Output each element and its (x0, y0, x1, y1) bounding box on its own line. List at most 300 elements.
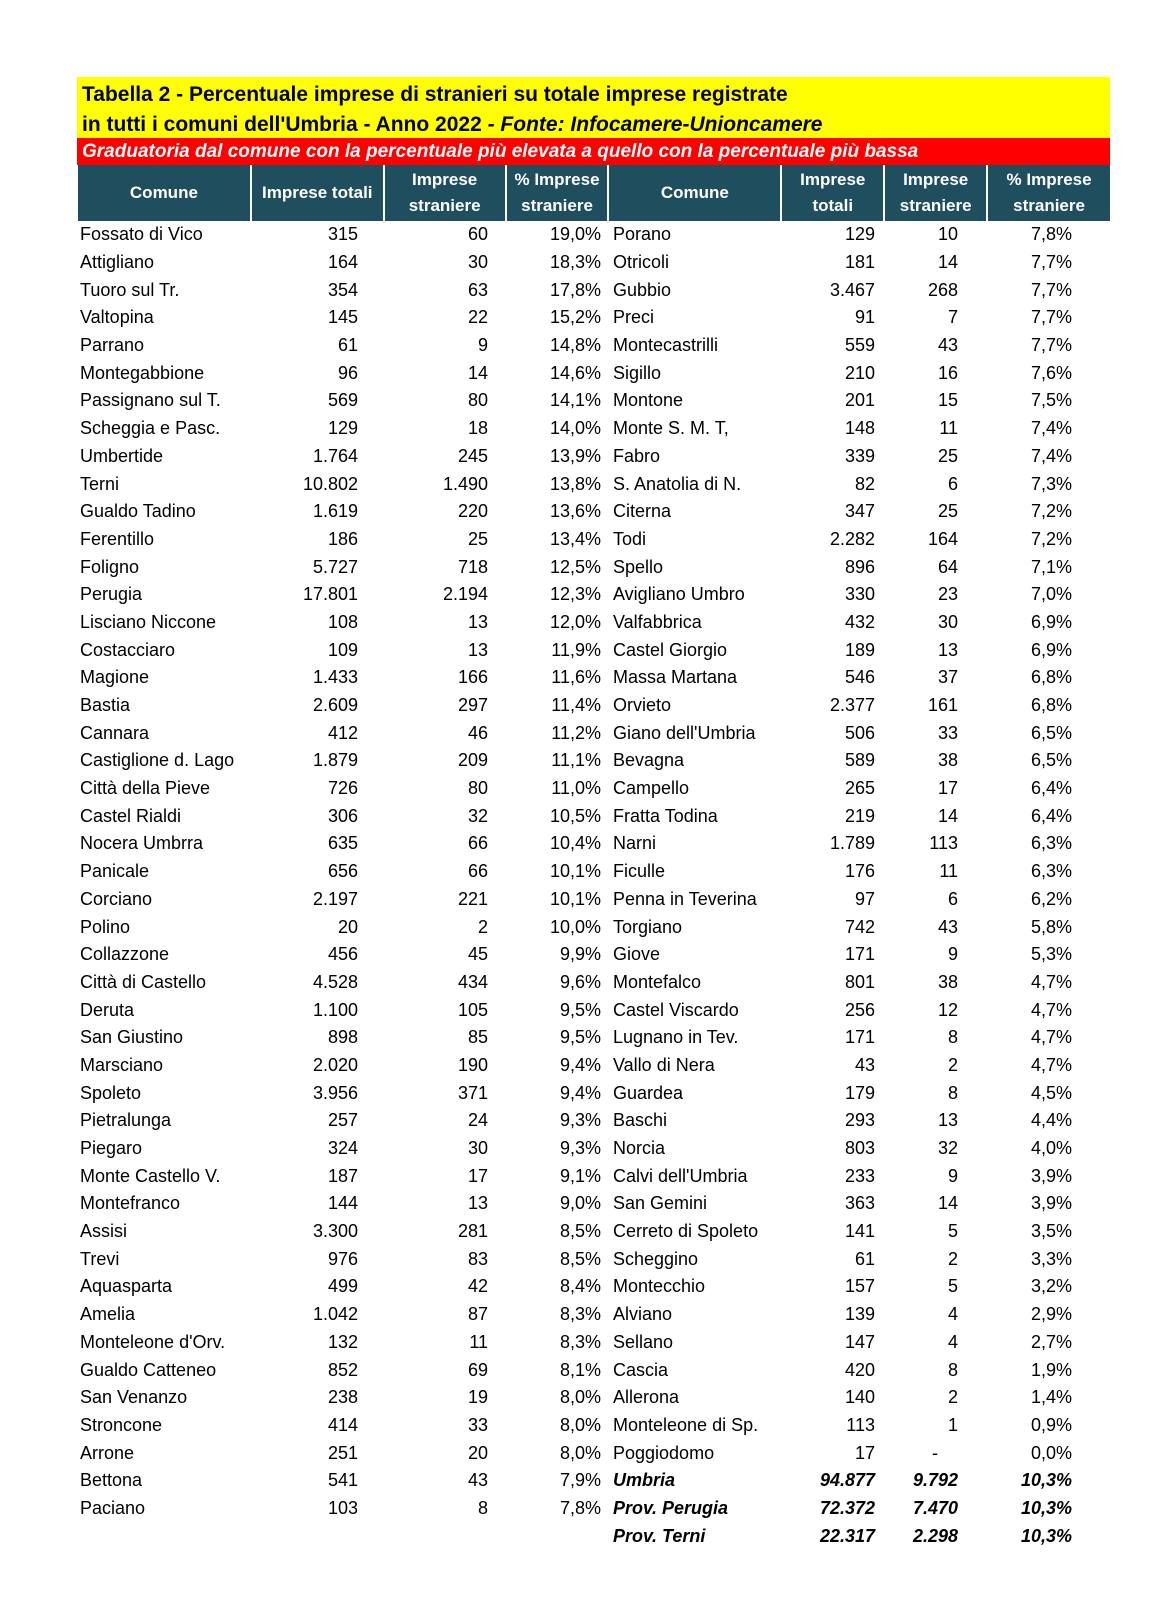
table-title-box (77, 77, 1110, 138)
right-cell-comune: Montone (613, 390, 684, 411)
right-cell-imprese-straniere: 12 (937, 999, 958, 1020)
right-cell-comune: Giove (613, 944, 661, 965)
table-sheet (77, 77, 1110, 1550)
left-cell-percentuale: 11,2% (551, 722, 601, 743)
left-cell-comune: Costacciaro (80, 639, 176, 660)
right-cell-percentuale: 4,4% (1030, 1110, 1072, 1131)
right-cell-imprese-straniere: 8 (947, 1359, 958, 1380)
right-cell-percentuale: 7,4% (1030, 445, 1072, 466)
table-row (77, 1301, 1110, 1329)
right-cell-comune: Preci (613, 307, 655, 328)
table-row (77, 775, 1110, 803)
right-cell-imprese-straniere: 16 (937, 362, 958, 383)
right-cell-imprese-straniere: 11 (939, 418, 958, 439)
left-cell-percentuale: 13,6% (549, 501, 601, 522)
table-body (77, 221, 1110, 1550)
header-imprese-straniere-right (885, 165, 988, 221)
left-cell-percentuale: 10,4% (549, 833, 601, 854)
left-cell-imprese-totali: 976 (327, 1248, 358, 1269)
left-cell-percentuale: 17,8% (549, 279, 601, 300)
header-text: straniere (899, 196, 972, 215)
right-cell-imprese-straniere: 2 (947, 1387, 958, 1408)
left-cell-imprese-straniere: 80 (467, 390, 488, 411)
left-cell-percentuale: 9,4% (559, 1054, 601, 1075)
right-cell-imprese-straniere: 164 (927, 528, 958, 549)
left-cell-imprese-straniere: 33 (467, 1414, 488, 1435)
left-cell-comune: Trevi (80, 1248, 120, 1269)
left-cell-imprese-straniere: 24 (467, 1110, 488, 1131)
table-row (77, 747, 1110, 775)
left-cell-imprese-straniere: 2 (477, 916, 488, 937)
left-cell-percentuale: 8,3% (559, 1331, 601, 1352)
table-row (77, 1329, 1110, 1357)
left-cell-comune: Collazzone (80, 944, 170, 965)
right-cell-imprese-straniere: 37 (937, 667, 958, 688)
left-cell-percentuale: 14,6% (549, 362, 601, 383)
left-cell-imprese-straniere: 105 (457, 999, 488, 1020)
left-cell-comune: Spoleto (80, 1082, 142, 1103)
header-text: Imprese (800, 170, 866, 189)
left-cell-imprese-totali: 61 (337, 335, 358, 356)
right-cell-percentuale: 7,2% (1030, 528, 1072, 549)
table-row (77, 415, 1110, 443)
right-cell-comune: Montecchio (613, 1276, 706, 1297)
right-cell-imprese-totali: 420 (844, 1359, 875, 1380)
left-cell-imprese-totali: 898 (327, 1027, 358, 1048)
table-row (77, 443, 1110, 471)
right-cell-comune: Cerreto di Spoleto (613, 1221, 759, 1242)
table-row (77, 969, 1110, 997)
left-cell-imprese-straniere: 281 (457, 1221, 488, 1242)
left-cell-imprese-totali: 315 (327, 224, 358, 245)
right-cell-percentuale: 7,7% (1030, 307, 1072, 328)
left-cell-imprese-straniere: 13 (467, 639, 488, 660)
left-cell-imprese-straniere: 434 (457, 971, 488, 992)
right-cell-imprese-totali: 82 (854, 473, 875, 494)
right-cell-imprese-totali: 3.467 (829, 279, 875, 300)
table-row (77, 332, 1110, 360)
right-cell-percentuale: 4,0% (1030, 1138, 1072, 1159)
right-cell-imprese-totali: 1.789 (829, 833, 875, 854)
header-imprese-straniere-left (385, 165, 507, 221)
left-cell-imprese-totali: 306 (327, 805, 358, 826)
left-cell-imprese-totali: 541 (327, 1470, 358, 1491)
left-cell-imprese-totali: 145 (327, 307, 358, 328)
right-cell-imprese-straniere: 25 (937, 445, 958, 466)
left-cell-imprese-totali: 354 (327, 279, 358, 300)
right-cell-imprese-totali: 432 (844, 611, 875, 632)
left-cell-comune: Castel Rialdi (80, 805, 182, 826)
table-row (77, 692, 1110, 720)
header-imprese-totali-left: Imprese totali (252, 165, 385, 221)
right-cell-comune: Norcia (613, 1138, 666, 1159)
left-cell-imprese-straniere: 30 (467, 252, 488, 273)
left-cell-percentuale: 7,9% (559, 1470, 601, 1491)
left-cell-imprese-straniere: 20 (467, 1442, 488, 1463)
right-cell-percentuale: 4,7% (1030, 999, 1072, 1020)
right-cell-comune: Cascia (613, 1359, 669, 1380)
left-cell-imprese-straniere: 190 (457, 1054, 488, 1075)
right-cell-comune: Fratta Todina (613, 805, 718, 826)
left-cell-comune: Ferentillo (80, 528, 155, 549)
table-row (77, 1218, 1110, 1246)
left-cell-imprese-straniere: 1.490 (442, 473, 488, 494)
right-cell-imprese-totali: 43 (854, 1054, 875, 1075)
right-cell-imprese-totali: 330 (844, 584, 875, 605)
right-cell-comune: Valfabbrica (613, 611, 702, 632)
right-cell-imprese-straniere: 8 (947, 1027, 958, 1048)
right-cell-comune: Fabro (613, 445, 661, 466)
right-cell-imprese-totali: 2.282 (829, 528, 875, 549)
left-cell-percentuale: 8,0% (559, 1414, 601, 1435)
left-cell-imprese-straniere: 80 (467, 778, 488, 799)
left-cell-comune: Bettona (80, 1470, 143, 1491)
left-cell-imprese-totali: 324 (327, 1138, 358, 1159)
left-cell-comune: Gualdo Catteneo (80, 1359, 217, 1380)
left-cell-comune: Montegabbione (80, 362, 205, 383)
right-cell-comune: San Gemini (613, 1193, 708, 1214)
right-cell-imprese-straniere: 4 (947, 1331, 958, 1352)
right-cell-imprese-totali: 148 (844, 418, 875, 439)
right-cell-imprese-straniere: 17 (937, 778, 958, 799)
right-cell-percentuale: 6,4% (1030, 778, 1072, 799)
right-cell-percentuale: 0,9% (1030, 1414, 1072, 1435)
left-cell-comune: Bastia (80, 695, 131, 716)
right-cell-comune: Orvieto (613, 695, 672, 716)
left-cell-percentuale: 19,0% (549, 224, 601, 245)
left-cell-imprese-totali: 3.300 (312, 1221, 358, 1242)
left-cell-comune: Marsciano (80, 1054, 164, 1075)
table-row (77, 276, 1110, 304)
left-cell-imprese-straniere: 25 (467, 528, 488, 549)
left-cell-comune: Polino (80, 916, 131, 937)
left-cell-percentuale: 8,0% (559, 1387, 601, 1408)
right-cell-percentuale: 7,6% (1030, 362, 1072, 383)
right-cell-percentuale: 2,9% (1030, 1304, 1072, 1325)
table-row (77, 636, 1110, 664)
left-cell-imprese-straniere: 13 (467, 611, 488, 632)
right-cell-imprese-totali: 61 (854, 1248, 875, 1269)
left-cell-imprese-totali: 129 (327, 418, 358, 439)
right-cell-imprese-straniere: 6 (947, 473, 958, 494)
left-cell-imprese-straniere: 66 (467, 861, 488, 882)
total-cell-percentuale: 10,3% (1020, 1525, 1072, 1546)
right-cell-imprese-totali: 179 (844, 1082, 875, 1103)
left-cell-comune: Castiglione d. Lago (80, 750, 235, 771)
right-cell-imprese-straniere: 32 (937, 1138, 958, 1159)
left-cell-imprese-straniere: 22 (467, 307, 488, 328)
left-cell-percentuale: 12,5% (549, 556, 601, 577)
left-cell-imprese-straniere: 46 (467, 722, 488, 743)
left-cell-imprese-totali: 144 (327, 1193, 358, 1214)
left-cell-imprese-totali: 414 (327, 1414, 358, 1435)
right-cell-comune: Monte S. M. T, (613, 418, 729, 439)
right-cell-imprese-totali: 742 (844, 916, 875, 937)
right-cell-percentuale: 2,7% (1030, 1331, 1072, 1352)
right-cell-imprese-totali: 189 (844, 639, 875, 660)
table-row (77, 996, 1110, 1024)
left-cell-imprese-totali: 2.609 (312, 695, 358, 716)
left-cell-imprese-totali: 257 (327, 1110, 358, 1131)
table-row (77, 1467, 1110, 1495)
left-cell-comune: San Venanzo (80, 1387, 188, 1408)
table-row (77, 1439, 1110, 1467)
right-cell-percentuale: 6,9% (1030, 611, 1072, 632)
left-cell-percentuale: 11,1% (551, 750, 601, 771)
right-cell-percentuale: 5,3% (1030, 944, 1072, 965)
left-cell-imprese-straniere: 17 (467, 1165, 488, 1186)
left-cell-imprese-straniere: 85 (467, 1027, 488, 1048)
right-cell-imprese-straniere: 25 (937, 501, 958, 522)
right-cell-comune: S. Anatolia di N. (613, 473, 742, 494)
right-cell-imprese-totali: 589 (844, 750, 875, 771)
right-cell-imprese-totali: 2.377 (829, 695, 875, 716)
left-cell-imprese-straniere: 220 (457, 501, 488, 522)
right-cell-percentuale: 5,8% (1030, 916, 1072, 937)
table-header-row (77, 165, 1110, 221)
left-cell-imprese-straniere: 83 (467, 1248, 488, 1269)
right-cell-imprese-straniere: 4 (947, 1304, 958, 1325)
left-cell-imprese-totali: 635 (327, 833, 358, 854)
right-cell-comune: Porano (613, 224, 672, 245)
left-cell-imprese-straniere: 9 (477, 335, 488, 356)
left-cell-imprese-straniere: 209 (457, 750, 488, 771)
right-cell-percentuale: 7,5% (1030, 390, 1072, 411)
right-cell-imprese-totali: 113 (846, 1414, 875, 1435)
right-cell-percentuale: 3,2% (1030, 1276, 1072, 1297)
header-comune-right: Comune (609, 165, 782, 221)
right-cell-comune: Alviano (613, 1304, 673, 1325)
header-text: Imprese (903, 170, 969, 189)
left-cell-imprese-straniere: 371 (457, 1082, 488, 1103)
left-cell-imprese-straniere: 60 (467, 224, 488, 245)
left-cell-imprese-totali: 251 (327, 1442, 358, 1463)
right-cell-imprese-straniere: 14 (937, 1193, 958, 1214)
left-cell-imprese-totali: 238 (327, 1387, 358, 1408)
left-cell-comune: Attigliano (80, 252, 155, 273)
left-cell-imprese-totali: 499 (327, 1276, 358, 1297)
left-cell-comune: Piegaro (80, 1138, 143, 1159)
left-cell-comune: Amelia (80, 1304, 136, 1325)
left-cell-imprese-totali: 2.020 (312, 1054, 358, 1075)
right-cell-percentuale: 7,4% (1030, 418, 1072, 439)
right-cell-imprese-totali: 141 (844, 1221, 875, 1242)
right-cell-percentuale: 6,8% (1030, 667, 1072, 688)
right-cell-imprese-straniere: 6 (947, 888, 958, 909)
right-cell-imprese-totali: 347 (844, 501, 875, 522)
total-cell-imprese-totali: 72.372 (819, 1497, 875, 1518)
right-cell-percentuale: 7,2% (1030, 501, 1072, 522)
right-cell-imprese-totali: 363 (844, 1193, 875, 1214)
left-cell-comune: Umbertide (80, 445, 164, 466)
left-cell-comune: Scheggia e Pasc. (80, 418, 221, 439)
left-cell-percentuale: 10,1% (549, 861, 601, 882)
right-cell-imprese-straniere: 14 (937, 805, 958, 826)
right-cell-comune: Baschi (613, 1110, 668, 1131)
right-cell-imprese-straniere: 2 (947, 1054, 958, 1075)
right-cell-comune: Calvi dell'Umbria (613, 1165, 748, 1186)
left-cell-comune: Magione (80, 667, 150, 688)
right-cell-imprese-straniere: 9 (947, 944, 958, 965)
right-cell-imprese-straniere: 43 (937, 335, 958, 356)
left-cell-percentuale: 15,2% (549, 307, 601, 328)
left-cell-imprese-straniere: 69 (467, 1359, 488, 1380)
left-cell-imprese-totali: 1.879 (312, 750, 358, 771)
right-cell-percentuale: 7,7% (1030, 279, 1072, 300)
right-cell-imprese-straniere: 10 (937, 224, 958, 245)
table-row (77, 1495, 1110, 1523)
right-cell-comune: Gubbio (613, 279, 672, 300)
left-cell-comune: Città della Pieve (80, 778, 211, 799)
right-cell-imprese-totali: 801 (844, 971, 875, 992)
right-cell-imprese-straniere: 7 (947, 307, 958, 328)
left-cell-percentuale: 8,3% (559, 1304, 601, 1325)
right-cell-percentuale: 3,5% (1030, 1221, 1072, 1242)
right-cell-comune: Citerna (613, 501, 672, 522)
total-cell-imprese-totali: 94.877 (819, 1470, 875, 1491)
right-cell-percentuale: 4,5% (1030, 1082, 1072, 1103)
table-row (77, 1162, 1110, 1190)
right-cell-imprese-straniere: 13 (937, 1110, 958, 1131)
left-cell-percentuale: 7,8% (559, 1497, 601, 1518)
left-cell-imprese-straniere: 32 (467, 805, 488, 826)
right-cell-comune: Narni (613, 833, 657, 854)
left-cell-percentuale: 9,5% (559, 999, 601, 1020)
table-row (77, 1384, 1110, 1412)
right-cell-percentuale: 7,0% (1030, 584, 1072, 605)
left-cell-comune: Paciano (80, 1497, 146, 1518)
right-cell-percentuale: 3,9% (1030, 1193, 1072, 1214)
total-cell-imprese-straniere: 9.792 (912, 1470, 958, 1491)
right-cell-imprese-straniere: 15 (937, 390, 958, 411)
left-cell-percentuale: 9,6% (559, 971, 601, 992)
left-cell-imprese-totali: 164 (327, 252, 358, 273)
left-cell-imprese-straniere: 19 (467, 1387, 488, 1408)
left-cell-comune: Terni (80, 473, 120, 494)
left-cell-comune: Fossato di Vico (80, 224, 203, 245)
table-row (77, 1356, 1110, 1384)
right-cell-percentuale: 4,7% (1030, 1054, 1072, 1075)
right-cell-imprese-totali: 293 (844, 1110, 875, 1131)
left-cell-imprese-totali: 456 (327, 944, 358, 965)
table-row (77, 498, 1110, 526)
left-cell-imprese-totali: 1.100 (312, 999, 358, 1020)
left-cell-percentuale: 9,0% (559, 1193, 601, 1214)
right-cell-percentuale: 3,9% (1030, 1165, 1072, 1186)
right-cell-imprese-totali: 219 (844, 805, 875, 826)
table-row (77, 526, 1110, 554)
left-cell-imprese-straniere: 43 (467, 1470, 488, 1491)
left-cell-percentuale: 9,1% (559, 1165, 601, 1186)
right-cell-imprese-totali: 139 (844, 1304, 875, 1325)
table-row (77, 553, 1110, 581)
left-cell-percentuale: 9,4% (559, 1082, 601, 1103)
right-cell-imprese-straniere: 14 (937, 252, 958, 273)
left-cell-percentuale: 12,0% (549, 611, 601, 632)
left-cell-imprese-totali: 187 (327, 1165, 358, 1186)
table-row (77, 1079, 1110, 1107)
right-cell-percentuale: 4,7% (1030, 1027, 1072, 1048)
table-row (77, 1107, 1110, 1135)
left-cell-imprese-totali: 569 (327, 390, 358, 411)
right-cell-imprese-straniere: 30 (937, 611, 958, 632)
left-cell-imprese-totali: 412 (327, 722, 358, 743)
right-cell-imprese-straniere: 1 (947, 1414, 958, 1435)
right-cell-imprese-totali: 256 (844, 999, 875, 1020)
left-cell-percentuale: 13,9% (549, 445, 601, 466)
right-cell-imprese-totali: 147 (844, 1331, 875, 1352)
right-cell-imprese-straniere: 5 (947, 1221, 958, 1242)
left-cell-comune: San Giustino (80, 1027, 184, 1048)
right-cell-percentuale: 6,3% (1030, 861, 1072, 882)
right-cell-comune: Avigliano Umbro (613, 584, 745, 605)
header-text: % Imprese (514, 170, 600, 189)
table-row (77, 1190, 1110, 1218)
left-cell-comune: Passignano sul T. (80, 390, 221, 411)
table-row (77, 304, 1110, 332)
header-pct-left (507, 165, 610, 221)
left-cell-comune: Stroncone (80, 1414, 163, 1435)
left-cell-imprese-straniere: 2.194 (442, 584, 488, 605)
left-cell-imprese-straniere: 30 (467, 1138, 488, 1159)
right-cell-imprese-totali: 97 (854, 888, 875, 909)
table-row (77, 1273, 1110, 1301)
right-cell-comune: Lugnano in Tev. (613, 1027, 739, 1048)
left-cell-comune: Pietralunga (80, 1110, 172, 1131)
right-cell-imprese-totali: 265 (844, 778, 875, 799)
left-cell-percentuale: 18,3% (549, 252, 601, 273)
left-cell-imprese-totali: 726 (327, 778, 358, 799)
left-cell-comune: Corciano (80, 888, 153, 909)
right-cell-comune: Giano dell'Umbria (613, 722, 756, 743)
left-cell-imprese-straniere: 11 (469, 1331, 488, 1352)
header-pct-right (988, 165, 1110, 221)
left-cell-percentuale: 14,0% (549, 418, 601, 439)
left-cell-imprese-totali: 2.197 (312, 888, 358, 909)
right-cell-imprese-totali: 506 (844, 722, 875, 743)
right-cell-imprese-straniere: 268 (927, 279, 958, 300)
left-cell-imprese-totali: 5.727 (312, 556, 358, 577)
left-cell-comune: Valtopina (80, 307, 154, 328)
left-cell-imprese-straniere: 45 (467, 944, 488, 965)
left-cell-imprese-straniere: 297 (457, 695, 488, 716)
table-row (77, 359, 1110, 387)
table-title-main: in tutti i comuni dell'Umbria - Anno 2022 (82, 113, 488, 136)
right-cell-comune: Torgiano (613, 916, 683, 937)
right-cell-imprese-straniere: 5 (947, 1276, 958, 1297)
right-cell-percentuale: 1,9% (1030, 1359, 1072, 1380)
left-cell-imprese-straniere: 14 (467, 362, 488, 383)
table-row (77, 858, 1110, 886)
table-row (77, 719, 1110, 747)
right-cell-comune: Sigillo (613, 362, 662, 383)
left-cell-imprese-totali: 186 (327, 528, 358, 549)
total-cell-comune: Umbria (613, 1470, 676, 1491)
table-row (77, 1024, 1110, 1052)
table-row (77, 913, 1110, 941)
right-cell-percentuale: 7,7% (1030, 335, 1072, 356)
right-cell-imprese-straniere: 8 (947, 1082, 958, 1103)
left-cell-imprese-totali: 10.802 (302, 473, 358, 494)
left-cell-comune: Assisi (80, 1221, 128, 1242)
table-row (77, 221, 1110, 249)
left-cell-imprese-totali: 20 (337, 916, 358, 937)
left-cell-comune: Monteleone d'Orv. (80, 1331, 226, 1352)
left-cell-comune: Arrone (80, 1442, 135, 1463)
right-cell-imprese-totali: 91 (854, 307, 875, 328)
left-cell-percentuale: 8,4% (559, 1276, 601, 1297)
left-cell-percentuale: 8,5% (559, 1221, 601, 1242)
